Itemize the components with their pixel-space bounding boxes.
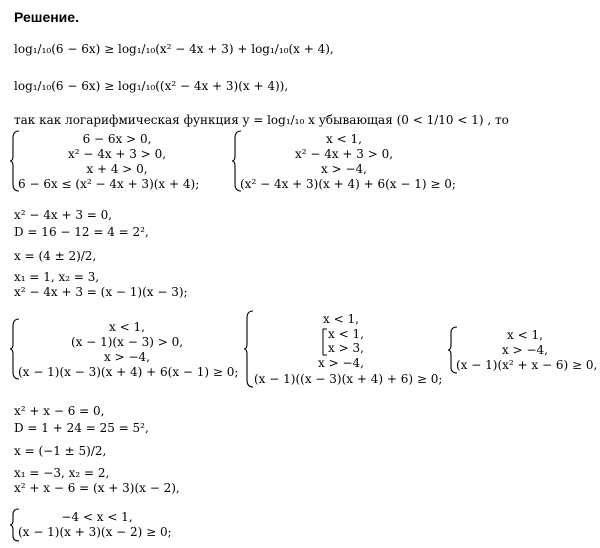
system-3-row: (x − 1)(x − 3)(x + 4) + 6(x − 1) ≥ 0; bbox=[18, 365, 239, 379]
quadratic-2-line: D = 1 + 24 = 25 = 5², bbox=[14, 421, 149, 435]
system-4 bbox=[244, 310, 444, 388]
system-5-row: x < 1, bbox=[507, 328, 543, 342]
system-5-row: (x − 1)(x² + x − 6) ≥ 0, bbox=[456, 358, 598, 372]
system-4-row: x < 1, bbox=[328, 327, 364, 341]
quadratic-1-line: x₁ = 1, x₂ = 3, bbox=[14, 270, 100, 284]
quadratic-2-line: x² + x − 6 = (x + 3)(x − 2), bbox=[14, 481, 180, 495]
quadratic-2-line: x = (−1 ± 5)/2, bbox=[14, 444, 107, 458]
system-1-row: 6 − 6x ≤ (x² − 4x + 3)(x + 4); bbox=[18, 177, 200, 191]
system-1-row: x² − 4x + 3 > 0, bbox=[67, 147, 167, 161]
quadratic-1-line: D = 16 − 12 = 4 = 2², bbox=[14, 225, 149, 239]
quadratic-1-line: x = (4 ± 2)/2, bbox=[14, 249, 97, 263]
system-1-row: 6 − 6x > 0, bbox=[82, 132, 152, 146]
quadratic-1-line: x² − 4x + 3 = (x − 1)(x − 3); bbox=[14, 285, 188, 299]
equation-line-3: так как логарифмическая функция y = log₁/₁₀ x убывающая (0 < 1/10 < 1) , то bbox=[14, 113, 509, 127]
left-brace-icon bbox=[244, 310, 254, 388]
equation-line-2: log₁/₁₀(6 − 6x) ≥ log₁/₁₀((x² − 4x + 3)(x + 4)), bbox=[14, 79, 289, 93]
system-4-row: x > 3, bbox=[328, 341, 364, 355]
system-4-row: x < 1, bbox=[323, 312, 359, 326]
equation-line-1: log₁/₁₀(6 − 6x) ≥ log₁/₁₀(x² − 4x + 3) + log₁/₁₀(x + 4), bbox=[14, 42, 334, 56]
system-1 bbox=[10, 130, 220, 192]
system-2 bbox=[232, 130, 462, 192]
system-5 bbox=[448, 326, 598, 374]
system-3 bbox=[10, 318, 250, 380]
system-3-row: x < 1, bbox=[109, 320, 145, 334]
system-2-row: (x² − 4x + 3)(x + 4) + 6(x − 1) ≥ 0; bbox=[240, 177, 456, 191]
system-2-row: x > −4, bbox=[321, 162, 367, 176]
system-6-row: −4 < x < 1, bbox=[61, 510, 133, 524]
system-5-row: x > −4, bbox=[502, 343, 548, 357]
system-6 bbox=[10, 508, 190, 542]
system-4-row: x > −4, bbox=[318, 356, 364, 370]
system-3-row: x > −4, bbox=[104, 350, 150, 364]
system-2-row: x² − 4x + 3 > 0, bbox=[294, 147, 394, 161]
system-2-row: x < 1, bbox=[326, 132, 362, 146]
quadratic-1-line: x² − 4x + 3 = 0, bbox=[14, 208, 113, 222]
quadratic-2-line: x₁ = −3, x₂ = 2, bbox=[14, 466, 110, 480]
system-3-row: (x − 1)(x − 3) > 0, bbox=[70, 335, 184, 349]
system-4-row: (x − 1)((x − 3)(x + 4) + 6) ≥ 0; bbox=[254, 372, 443, 386]
system-1-row: x + 4 > 0, bbox=[86, 162, 148, 176]
system-6-row: (x − 1)(x + 3)(x − 2) ≥ 0; bbox=[18, 525, 172, 539]
quadratic-2-line: x² + x − 6 = 0, bbox=[14, 404, 105, 418]
solution-heading: Решение. bbox=[14, 9, 79, 25]
